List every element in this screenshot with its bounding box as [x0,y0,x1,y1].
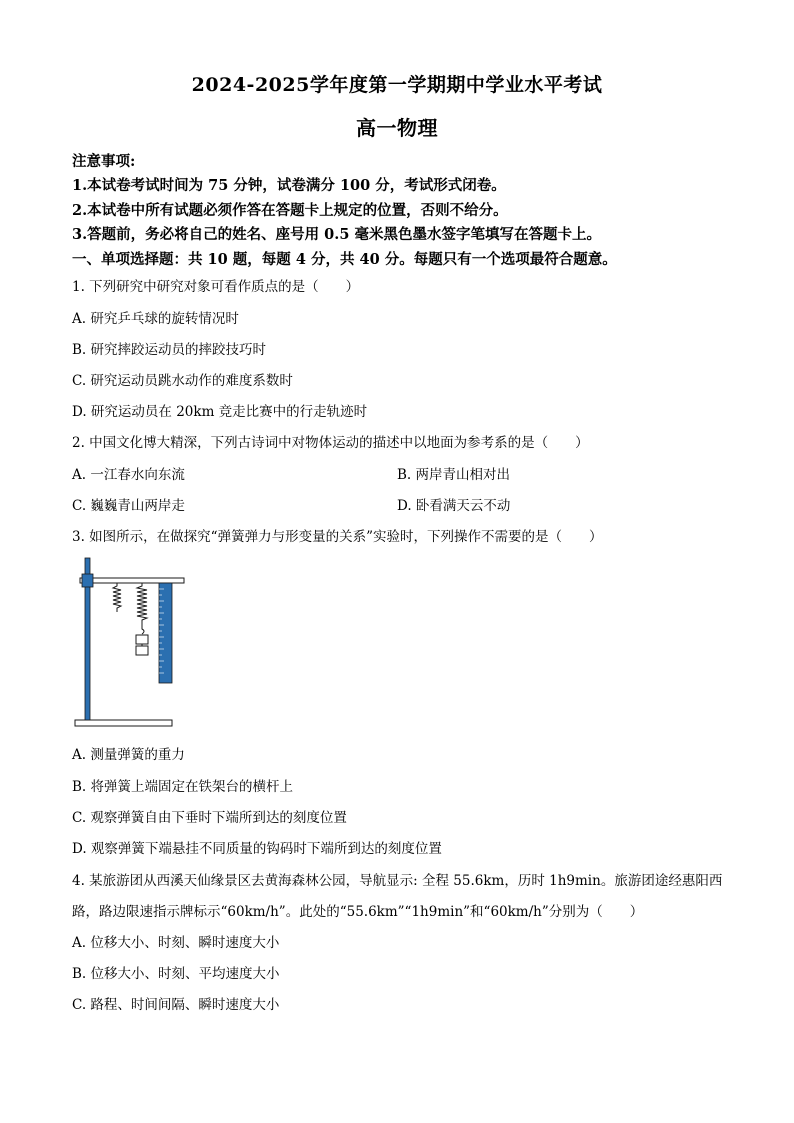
stand-base [75,720,172,726]
option-b: B. 将弹簧上端固定在铁架台的横杆上 [72,779,294,795]
note-item: 3.答题前，务必将自己的姓名、座号用 0.5 毫米黑色墨水签字笔填写在答题卡上。 [72,226,601,243]
option-c: C. 观察弹簧自由下垂时下端所到达的刻度位置 [72,810,347,826]
spring-experiment-figure [72,555,192,730]
stand-clamp [82,574,93,587]
section-heading: 一、单项选择题：共 10 题，每题 4 分，共 40 分。每题只有一个选项最符合题意。 [72,251,617,268]
hook-weight [136,635,148,644]
option-c: C. 巍巍青山两岸走 [72,498,185,514]
option-b: B. 研究摔跤运动员的摔跤技巧时 [72,342,267,358]
option-c: C. 路程、时间间隔、瞬时速度大小 [72,997,280,1013]
option-a: A. 位移大小、时刻、瞬时速度大小 [72,935,280,951]
note-item: 2.本试卷中所有试题必须作答在答题卡上规定的位置，否则不给分。 [72,202,508,219]
option-a: A. 一江春水向东流 [72,467,185,483]
option-b: B. 位移大小、时刻、平均速度大小 [72,966,280,982]
hook-weight [136,646,148,655]
option-c: C. 研究运动员跳水动作的难度系数时 [72,373,293,389]
option-d: D. 卧看满天云不动 [397,498,511,514]
hook [142,625,144,634]
exam-title: 2024-2025学年度第一学期期中学业水平考试 [191,74,603,96]
notes-heading: 注意事项: [72,153,136,170]
option-a: A. 研究乒乓球的旋转情况时 [72,311,239,327]
question-stem-continued: 路，路边限速指示牌标示“60km/h”。此处的“55.6km”“1h9min”和“60km/h”分别为（ ） [72,904,644,920]
loaded-spring [137,583,147,625]
option-d: D. 观察弹簧下端悬挂不同质量的钩码时下端所到达的刻度位置 [72,841,442,857]
question-stem: 4. 某旅游团从西溪天仙缘景区去黄海森林公园，导航显示: 全程 55.6km，历时 1h9min。旅游团途经惠阳西 [72,873,723,889]
ruler [159,583,172,683]
stand-crossbar [80,578,184,583]
question-stem: 2. 中国文化博大精深，下列古诗词中对物体运动的描述中以地面为参考系的是（ ） [72,435,589,451]
option-d: D. 研究运动员在 20km 竞走比赛中的行走轨迹时 [72,404,368,420]
question-stem: 1. 下列研究中研究对象可看作质点的是（ ） [72,279,360,295]
question-stem: 3. 如图所示，在做探究“弹簧弹力与形变量的关系”实验时，下列操作不需要的是（ ） [72,529,603,545]
option-a: A. 测量弹簧的重力 [72,747,185,763]
free-spring [113,583,121,612]
exam-subject: 高一物理 [356,116,438,140]
option-b: B. 两岸青山相对出 [397,467,511,483]
note-item: 1.本试卷考试时间为 75 分钟，试卷满分 100 分，考试形式闭卷。 [72,177,506,194]
